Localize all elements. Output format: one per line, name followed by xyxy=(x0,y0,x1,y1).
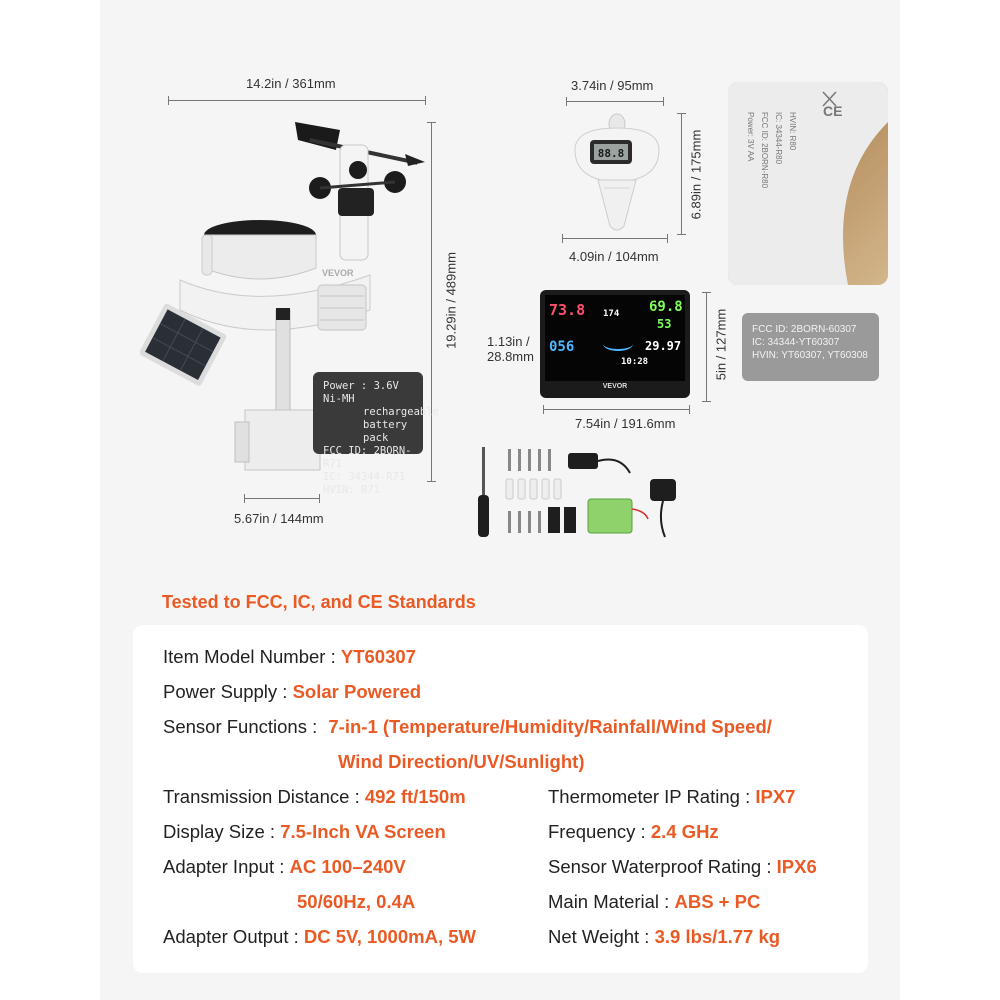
spec-label: Sensor Waterproof Rating : xyxy=(548,856,777,877)
dim-tick xyxy=(677,113,686,114)
thermo-width-bottom-line xyxy=(562,238,668,239)
mount-width-dimension: 5.67in / 144mm xyxy=(234,511,324,526)
dim-tick xyxy=(566,97,567,106)
thermometer-label-photo xyxy=(728,82,888,285)
temp-out-reading: 69.8 xyxy=(649,299,683,315)
spec-waterproof xyxy=(548,856,817,878)
display-depth-dimension xyxy=(487,334,547,364)
spec-label: Main Material : xyxy=(548,891,675,912)
spec-value: YT60307 xyxy=(340,646,416,667)
floating-thermometer-image xyxy=(570,110,665,235)
spec-label: Sensor Functions : xyxy=(163,716,323,737)
spec-value: 7-in-1 (Temperature/Humidity/Rainfall/Wind Speed/ xyxy=(328,716,772,737)
mount-width-line xyxy=(244,498,320,499)
dim-tick xyxy=(702,401,711,402)
battery-label-line: Power : 3.6V Ni-MH xyxy=(323,380,399,405)
svg-text:CE: CE xyxy=(823,103,843,119)
accessories-image xyxy=(470,445,695,545)
battery-label-line: FCC ID: 2BORN-R71 xyxy=(323,445,412,470)
spec-adapter-output xyxy=(163,926,476,948)
thermo-height-line xyxy=(681,113,682,235)
spec-model xyxy=(163,646,416,668)
display-height-dimension: 5in / 127mm xyxy=(713,308,729,381)
spec-value: IPX7 xyxy=(755,786,796,807)
spec-label: Net Weight : xyxy=(548,926,655,947)
thermo-height-dimension: 6.89in / 175mm xyxy=(688,129,704,220)
battery-label-line: rechargeable xyxy=(363,406,439,418)
spec-label: Transmission Distance : xyxy=(163,786,365,807)
humidity-out-reading: 53 xyxy=(657,317,672,331)
svg-text:IC: 34344-R80: IC: 34344-R80 xyxy=(774,112,783,165)
spec-value: Solar Powered xyxy=(292,681,422,702)
display-width-dimension: 7.54in / 191.6mm xyxy=(575,416,676,431)
spec-sensor-cont: Wind Direction/UV/Sunlight) xyxy=(338,751,585,772)
spec-power xyxy=(163,681,421,703)
spec-label: Item Model Number : xyxy=(163,646,341,667)
display-label-line: HVIN: YT60307, YT60308 xyxy=(752,350,868,361)
spec-value: ABS + PC xyxy=(674,891,761,912)
spec-value: 7.5-Inch VA Screen xyxy=(280,821,446,842)
spec-adapter-input xyxy=(163,856,406,878)
svg-text:88.8: 88.8 xyxy=(597,147,625,160)
rain-reading: 056 xyxy=(549,339,575,355)
spec-label: Adapter Output : xyxy=(163,926,304,947)
display-label-photo xyxy=(742,313,879,381)
spec-distance xyxy=(163,786,466,808)
svg-text:HVIN: R80: HVIN: R80 xyxy=(788,112,797,151)
sensor-height-dimension: 19.29in / 489mm xyxy=(443,252,459,349)
spec-value: 3.9 lbs/1.77 kg xyxy=(654,926,781,947)
thermo-width-top-dimension: 3.74in / 95mm xyxy=(571,78,654,93)
dim-tick xyxy=(677,234,686,235)
dim-tick xyxy=(543,405,544,414)
wind-reading: 174 xyxy=(603,309,620,319)
battery-label-line: battery pack xyxy=(363,419,408,444)
spec-value: AC 100–240V xyxy=(289,856,406,877)
wave-icon xyxy=(603,337,633,351)
weather-display xyxy=(540,290,690,398)
display-depth-text: 1.13in / 28.8mm xyxy=(487,334,534,364)
spec-frequency xyxy=(548,821,719,843)
battery-label-photo xyxy=(313,372,439,496)
sensor-width-dimension: 14.2in / 361mm xyxy=(246,76,336,91)
clock-reading: 10:28 xyxy=(621,357,649,367)
dim-tick xyxy=(319,494,320,503)
dim-tick xyxy=(562,234,563,243)
battery-label-line: HVIN: R71 xyxy=(323,484,380,496)
thermo-width-bottom-dimension: 4.09in / 104mm xyxy=(569,249,659,264)
dim-tick xyxy=(168,96,169,105)
spec-label: Adapter Input : xyxy=(163,856,290,877)
spec-label: Frequency : xyxy=(548,821,651,842)
dim-tick xyxy=(425,96,426,105)
display-brand: VEVOR xyxy=(602,383,628,390)
spec-label: Power Supply : xyxy=(163,681,293,702)
spec-ip-rating xyxy=(548,786,795,808)
spec-weight xyxy=(548,926,780,948)
battery-label-line: IC: 34344-R71 xyxy=(323,471,406,483)
display-height-line xyxy=(706,292,707,402)
dim-tick xyxy=(667,234,668,243)
dim-tick xyxy=(689,405,690,414)
dim-tick xyxy=(663,97,664,106)
spec-label: Thermometer IP Rating : xyxy=(548,786,756,807)
display-label-line: FCC ID: 2BORN-60307 xyxy=(752,324,857,335)
sensor-width-line xyxy=(168,100,426,101)
spec-value: 492 ft/150m xyxy=(364,786,466,807)
display-label-line: IC: 34344-YT60307 xyxy=(752,337,840,348)
standards-headline: Tested to FCC, IC, and CE Standards xyxy=(162,592,476,612)
spec-value: 2.4 GHz xyxy=(650,821,719,842)
display-screen xyxy=(545,295,685,381)
display-width-line xyxy=(543,409,690,410)
spec-label: Display Size : xyxy=(163,821,281,842)
label-photo-detail xyxy=(728,82,888,285)
spec-display xyxy=(163,821,446,843)
svg-text:Power: 3V AA: Power: 3V AA xyxy=(746,112,755,162)
svg-text:VEVOR: VEVOR xyxy=(322,268,354,278)
spec-value: DC 5V, 1000mA, 5W xyxy=(303,926,476,947)
pressure-reading: 29.97 xyxy=(645,339,682,353)
spec-value: IPX6 xyxy=(776,856,817,877)
temp-in-reading: 73.8 xyxy=(549,301,586,319)
spec-material xyxy=(548,891,760,913)
spec-sensor xyxy=(163,716,772,738)
thermo-width-top-line xyxy=(566,101,664,102)
dim-tick xyxy=(702,292,711,293)
dim-tick xyxy=(244,494,245,503)
sensor-height-line xyxy=(431,122,432,482)
svg-text:FCC ID: 2BORN-R80: FCC ID: 2BORN-R80 xyxy=(760,112,769,189)
spec-adapter-input-cont: 50/60Hz, 0.4A xyxy=(297,891,416,912)
